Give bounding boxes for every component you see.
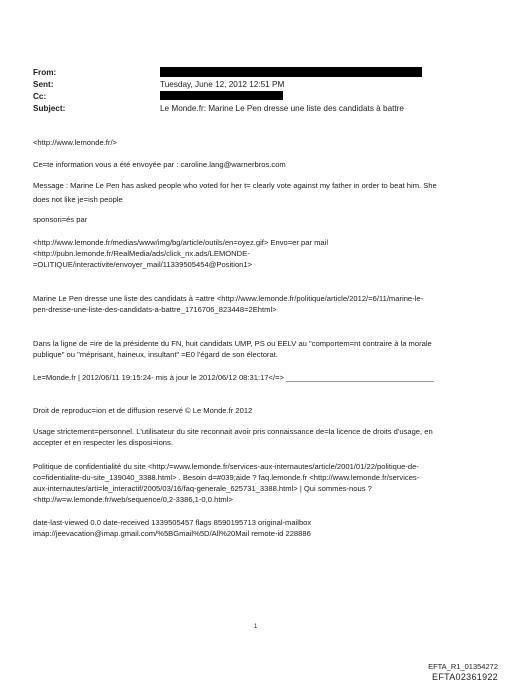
envoyer-paragraph: <http://www.lemonde.fr/medias/www/img/bg/article/outils/en=oyez.gif> Envo=er par mail <http://pubn.lemonde.fr/RealMedia/ads/click_nx.ads/LEMONDE- =OLITIQUE/interactivite/envoyer_mail/11339505454@Position1> <box>33 238 329 269</box>
metadata-paragraph: date-last-viewed 0.0 date-received 1339505457 flags 8590195713 original-mailbox imap://jeevacation@imap.gmail.com/%5BGmail%5D/All%20Mail remote-id 228886 <box>33 518 312 538</box>
redaction-cc <box>160 91 283 100</box>
article-lead-paragraph: Dans la ligne de =ire de la présidente du FN, huit candidats UMP, PS ou EELV au "comportem=nt contraire à la morale publique" ou "méprisant, haineux, insultant" =E0 l'égard de son électorat. <box>33 339 432 359</box>
sent-by-line: Ce=te information vous a été envoyée par : caroline.lang@warnerbros.com <box>33 160 286 169</box>
sponsored-line: sponsori=és par <box>33 215 88 224</box>
message-paragraph: Message : Marine Le Pen has asked people who voted for her t= clearly vote against my father in order to beat him. She does not like je=ish people <box>33 181 437 204</box>
redaction-from <box>160 67 422 77</box>
usage-paragraph: Usage strictement=personnel. L'utilisateur du site reconnait avoir pris connaissance de=la licence de droits d'usage, en accepter et en respecter les disposi=ions. <box>33 427 433 447</box>
rights-line: Droit de reproduc=ion et de diffusion reservé © Le Monde.fr 2012 <box>33 406 253 415</box>
url-top: <http://www.lemonde.fr/> <box>33 138 117 147</box>
footer-id-1: EFTA_R1_01354272 <box>428 662 498 671</box>
from-label: From: <box>33 68 57 77</box>
sent-label: Sent: <box>33 80 54 89</box>
cc-label: Cc: <box>33 92 47 101</box>
subject-label: Subject: <box>33 104 66 113</box>
article-title-paragraph: Marine Le Pen dresse une liste des candidats à =attre <http://www.lemonde.fr/politique/article/2012/=6/11/marine-le- pen-dresse-une-liste-des-candidats-a-battre_1716706_823448=2Ehtml> <box>33 294 424 314</box>
sent-value: Tuesday, June 12, 2012 12:51 PM <box>160 80 285 89</box>
subject-value: Le Monde.fr: Marine Le Pen dresse une liste des candidats à battre <box>160 104 404 113</box>
dateline: Le=Monde.fr | 2012/06/11 19:15:24- mis à jour le 2012/06/12 08:31:17</=> ___________________________________ <box>33 373 434 382</box>
policy-paragraph: Politique de confidentialité du site <http:/=www.lemonde.fr/services-aux-internautes/article/2001/01/22/politique-de- co=fidentialite-du-site_139040_3388.html> . Besoin d=#039;aide ? faq.lemonde.fr <http://www.lemonde.fr/services- aux-internautes/arti=le_interactif/2005/03/16/faq-generale_625731_3388.html> | Qui sommes-nous ? <http://w=w.lemonde.fr/web/sequence/0,2-3386,1-0,0.html> <box>33 462 420 504</box>
footer-id-2: EFTA02361922 <box>432 672 498 682</box>
page-number: 1 <box>254 624 258 630</box>
